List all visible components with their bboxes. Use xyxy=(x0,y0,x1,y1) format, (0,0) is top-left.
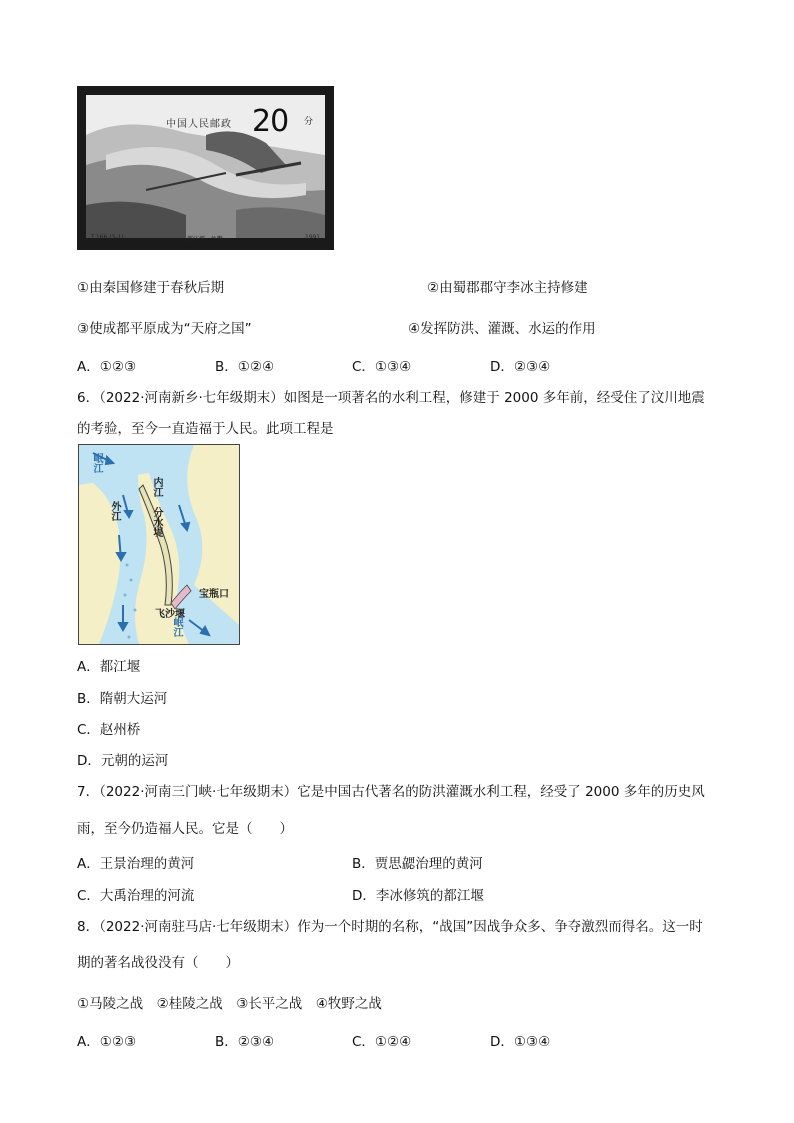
q5-option-c[interactable]: C．①③④ xyxy=(352,359,412,375)
stamp-unit: 分 xyxy=(302,116,312,125)
q7-option-a[interactable]: A．王景治理的黄河 xyxy=(77,856,195,872)
map-label-minjiang-top: 岷江 xyxy=(91,453,102,473)
q6-option-a[interactable]: A．都江堰 xyxy=(77,659,141,675)
q8-stem-line-1: 8．（2022·河南驻马店·七年级期末）作为一个时期的名称，“战国”因战争众多、争夺激烈而得名。这一时 xyxy=(77,919,703,935)
q5-option-a[interactable]: A．①②③ xyxy=(77,359,137,375)
q7-option-c[interactable]: C．大禹治理的河流 xyxy=(77,888,195,904)
q8-stem-line-2: 期的著名战役没有（ ） xyxy=(77,955,239,971)
q8-option-d[interactable]: D．①③④ xyxy=(490,1034,551,1050)
map-label-feishayan: 飞沙堰 xyxy=(155,609,185,620)
map-label-baopingkou: 宝瓶口 xyxy=(199,589,229,600)
stamp-year: 1991 xyxy=(305,234,321,241)
q6-stem-line-2: 的考验，至今一直造福于人民。此项工程是 xyxy=(77,421,334,437)
map-label-fenshuidi: 分水堤 xyxy=(151,507,162,537)
stamp-value: 20 xyxy=(252,104,289,139)
q7-stem-line-1: 7．（2022·河南三门峡·七年级期末）它是中国古代著名的防洪灌溉水利工程，经受了 2000 多年的历史风 xyxy=(77,784,705,800)
map-label-neijiang: 内江 xyxy=(151,477,162,497)
q5-statement-3: ③使成都平原成为“天府之国” xyxy=(77,321,252,337)
stamp-caption: 都江堰 · 鱼嘴 xyxy=(187,236,223,243)
q7-stem-line-2: 雨，至今仍造福人民。它是（ ） xyxy=(77,821,293,837)
stamp-code: T.166.(3-1) xyxy=(91,234,124,241)
q5-statement-2: ②由蜀郡郡守李冰主持修建 xyxy=(427,280,588,296)
q8-option-a[interactable]: A．①②③ xyxy=(77,1034,137,1050)
q7-option-d[interactable]: D．李冰修筑的都江堰 xyxy=(352,888,484,904)
q7-option-b[interactable]: B．贾思勰治理的黄河 xyxy=(352,856,483,872)
dujiangyan-map xyxy=(78,444,240,645)
q8-option-b[interactable]: B．②③④ xyxy=(215,1034,275,1050)
stamp-title: 中国人民邮政 xyxy=(166,119,232,130)
q5-statement-4: ④发挥防洪、灌溉、水运的作用 xyxy=(408,321,596,337)
q5-option-b[interactable]: B．①②④ xyxy=(215,359,275,375)
map-label-minjiang-bottom: 岷江 xyxy=(171,617,182,637)
q8-statements: ①马陵之战 ②桂陵之战 ③长平之战 ④牧野之战 xyxy=(77,996,382,1012)
q6-stem-line-1: 6．（2022·河南新乡·七年级期末）如图是一项著名的水利工程，修建于 2000 多年前，经受住了汶川地震 xyxy=(77,390,705,406)
q8-option-c[interactable]: C．①②④ xyxy=(352,1034,412,1050)
q6-option-c[interactable]: C．赵州桥 xyxy=(77,722,141,738)
q6-option-d[interactable]: D．元朝的运河 xyxy=(77,753,169,769)
map-label-waijiang: 外江 xyxy=(109,501,120,521)
q5-option-d[interactable]: D．②③④ xyxy=(490,359,551,375)
q5-statement-1: ①由秦国修建于春秋后期 xyxy=(77,280,225,296)
stamp-picture xyxy=(86,95,325,238)
stamp-image xyxy=(77,86,334,250)
q6-option-b[interactable]: B．隋朝大运河 xyxy=(77,691,168,707)
